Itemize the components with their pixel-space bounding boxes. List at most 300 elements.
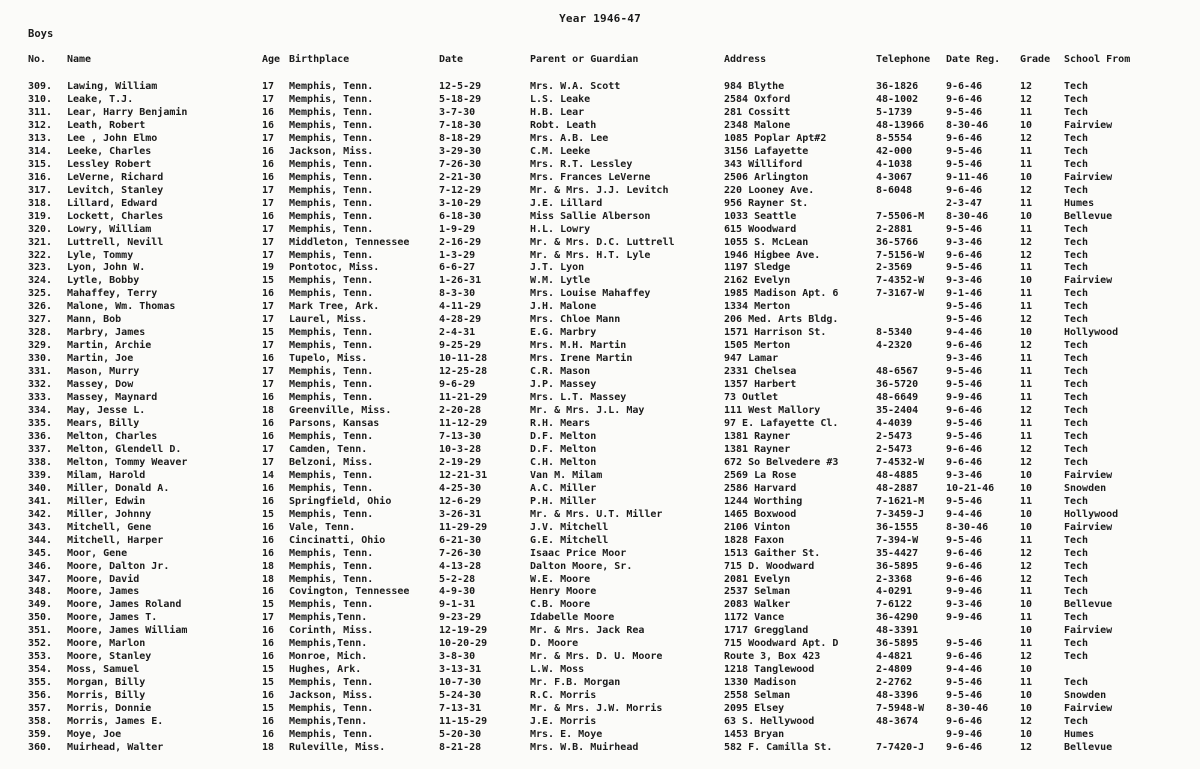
student-age: 16: [262, 171, 275, 183]
student-telephone: 48-3674: [876, 716, 919, 727]
student-birthplace: Memphis, Tenn.: [289, 210, 374, 222]
parent-guardian: C.H. Melton: [530, 456, 597, 468]
student-name: Moore, James Roland: [67, 599, 182, 611]
student-grade: 11: [1020, 495, 1033, 507]
school-from: Tech: [1064, 638, 1089, 650]
table-row: [0, 197, 1200, 210]
school-from: Tech: [1064, 547, 1089, 559]
student-birthplace: Camden, Tenn.: [289, 443, 368, 455]
student-address: 2569 La Rose: [724, 469, 797, 481]
header-name: Name: [67, 54, 92, 65]
parent-guardian: H.L. Lowry: [530, 223, 591, 235]
student-age: 18: [262, 405, 275, 416]
date-registered: 9-5-46: [946, 430, 983, 442]
student-birthplace: Memphis, Tenn.: [289, 469, 374, 481]
school-from: Tech: [1064, 456, 1089, 468]
student-name: Moore, Stanley: [67, 651, 152, 663]
table-row: [0, 287, 1200, 300]
student-age: 18: [262, 742, 275, 753]
row-number: 318.: [28, 197, 53, 209]
student-grade: 11: [1020, 158, 1033, 170]
table-row: [0, 598, 1200, 611]
student-name: Moss, Samuel: [67, 664, 140, 676]
date-registered: 8-30-46: [946, 521, 989, 533]
row-number: 325.: [28, 288, 53, 300]
student-grade: 12: [1020, 184, 1033, 196]
student-name: Lessley Robert: [67, 158, 152, 170]
student-birthplace: Memphis, Tenn.: [289, 94, 374, 105]
date-registered: 9-6-46: [946, 249, 983, 261]
student-birth-date: 7-13-31: [439, 703, 482, 715]
row-number: 336.: [28, 430, 53, 442]
student-address: 63 S. Hellywood: [724, 716, 815, 727]
student-birth-date: 10-20-29: [439, 638, 488, 650]
date-registered: 9-4-46: [946, 664, 983, 676]
date-registered: 8-30-46: [946, 119, 989, 131]
student-name: Moore, Marlon: [67, 638, 146, 650]
table-row: [0, 573, 1200, 586]
date-registered: 9-3-46: [946, 469, 983, 481]
student-telephone: 4-1038: [876, 158, 913, 170]
student-birth-date: 10-11-28: [439, 353, 488, 365]
table-row: [0, 210, 1200, 223]
date-registered: 9-9-46: [946, 392, 983, 403]
student-address: 1055 S. McLean: [724, 236, 809, 248]
date-registered: 9-5-46: [946, 418, 983, 429]
student-name: Mason, Murry: [67, 366, 140, 378]
parent-guardian: J.E. Morris: [530, 716, 597, 727]
parent-guardian: Mrs. W.B. Muirhead: [530, 742, 639, 753]
student-birth-date: 9-6-29: [439, 379, 476, 391]
table-row: [0, 676, 1200, 689]
row-number: 339.: [28, 469, 53, 481]
student-birthplace: Memphis, Tenn.: [289, 560, 374, 572]
parent-guardian: J.T. Lyon: [530, 262, 585, 274]
student-grade: 11: [1020, 612, 1033, 624]
school-from: Tech: [1064, 223, 1089, 235]
row-number: 314.: [28, 145, 53, 157]
row-number: 342.: [28, 508, 53, 520]
student-age: 17: [262, 443, 275, 455]
parent-guardian: C.B. Moore: [530, 599, 591, 611]
date-registered: 9-1-46: [946, 288, 983, 300]
student-birthplace: Cincinatti, Ohio: [289, 534, 386, 546]
student-name: Miller, Donald A.: [67, 482, 170, 494]
student-birthplace: Middleton, Tennessee: [289, 236, 410, 248]
student-birth-date: 7-18-30: [439, 119, 482, 131]
student-birth-date: 3-10-29: [439, 197, 482, 209]
student-address: 97 E. Lafayette Cl.: [724, 418, 839, 429]
row-number: 345.: [28, 547, 53, 559]
student-name: Leake, T.J.: [67, 94, 134, 105]
student-address: 1085 Poplar Apt#2: [724, 132, 827, 144]
student-telephone: 4-3067: [876, 171, 913, 183]
student-telephone: 4-4821: [876, 651, 913, 663]
student-age: 18: [262, 573, 275, 585]
school-from: Humes: [1064, 729, 1095, 740]
header-age: Age: [262, 54, 281, 65]
date-registered: 9-5-46: [946, 145, 983, 157]
student-address: 956 Rayner St.: [724, 197, 809, 209]
student-birthplace: Corinth, Miss.: [289, 625, 374, 637]
student-birth-date: 3-29-30: [439, 145, 482, 157]
parent-guardian: Mrs. E. Moye: [530, 729, 603, 740]
school-from: Tech: [1064, 81, 1089, 92]
student-grade: 12: [1020, 236, 1033, 248]
row-number: 319.: [28, 210, 53, 222]
date-registered: 9-6-46: [946, 573, 983, 585]
student-birth-date: 6-21-30: [439, 534, 482, 546]
student-birth-date: 3-8-30: [439, 651, 476, 663]
student-birth-date: 12-21-31: [439, 469, 488, 481]
table-row: [0, 352, 1200, 365]
student-telephone: 36-5766: [876, 236, 919, 248]
student-name: Levitch, Stanley: [67, 184, 164, 196]
student-grade: 11: [1020, 534, 1033, 546]
student-birth-date: 1-26-31: [439, 275, 482, 287]
student-birth-date: 10-3-28: [439, 443, 482, 455]
student-name: Martin, Archie: [67, 340, 152, 352]
date-registered: 9-5-46: [946, 366, 983, 378]
header-address: Address: [724, 54, 767, 65]
student-address: 343 Williford: [724, 158, 803, 170]
date-registered: 9-6-46: [946, 81, 983, 92]
student-birthplace: Memphis, Tenn.: [289, 392, 374, 403]
student-grade: 10: [1020, 119, 1033, 131]
student-telephone: 7-3459-J: [876, 508, 925, 520]
student-birth-date: 12-5-29: [439, 81, 482, 92]
student-birthplace: Memphis, Tenn.: [289, 599, 374, 611]
parent-guardian: Mr. & Mrs. J.W. Morris: [530, 703, 663, 715]
student-birthplace: Parsons, Kansas: [289, 418, 380, 429]
student-grade: 11: [1020, 379, 1033, 391]
school-from: Tech: [1064, 379, 1089, 391]
student-telephone: 2-3569: [876, 262, 913, 274]
date-registered: 9-5-46: [946, 534, 983, 546]
student-grade: 10: [1020, 625, 1033, 637]
student-grade: 11: [1020, 430, 1033, 442]
student-birthplace: Mark Tree, Ark.: [289, 301, 380, 313]
student-birthplace: Memphis, Tenn.: [289, 508, 374, 520]
school-from: Tech: [1064, 573, 1089, 585]
row-number: 360.: [28, 742, 53, 753]
parent-guardian: C.M. Leeke: [530, 145, 591, 157]
student-grade: 12: [1020, 456, 1033, 468]
table-row: [0, 300, 1200, 313]
student-birth-date: 12-6-29: [439, 495, 482, 507]
student-birthplace: Memphis, Tenn.: [289, 119, 374, 131]
school-from: Snowden: [1064, 690, 1107, 702]
header-date: Date: [439, 54, 464, 65]
school-from: Humes: [1064, 197, 1095, 209]
row-number: 316.: [28, 171, 53, 183]
column-header-row: [0, 53, 1200, 66]
parent-guardian: E.G. Marbry: [530, 327, 597, 339]
row-number: 350.: [28, 612, 53, 624]
date-registered: 2-3-47: [946, 197, 983, 209]
student-birth-date: 7-12-29: [439, 184, 482, 196]
student-address: 281 Cossitt: [724, 106, 791, 118]
student-birth-date: 5-18-29: [439, 94, 482, 105]
student-birth-date: 11-21-29: [439, 392, 488, 403]
table-row: [0, 430, 1200, 443]
row-number: 334.: [28, 405, 53, 416]
school-from: Tech: [1064, 314, 1089, 326]
student-telephone: 7-394-W: [876, 534, 919, 546]
student-birthplace: Greenville, Miss.: [289, 405, 392, 416]
student-name: Mears, Billy: [67, 418, 140, 429]
student-age: 17: [262, 249, 275, 261]
school-from: Fairview: [1064, 119, 1113, 131]
school-from: Tech: [1064, 301, 1089, 313]
student-address: 1571 Harrison St.: [724, 327, 827, 339]
student-birthplace: Monroe, Mich.: [289, 651, 368, 663]
row-number: 320.: [28, 223, 53, 235]
student-birth-date: 2-4-31: [439, 327, 476, 339]
student-name: Lawing, William: [67, 81, 158, 92]
student-birth-date: 4-9-30: [439, 586, 476, 598]
student-address: 582 F. Camilla St.: [724, 742, 833, 753]
student-address: 2083 Walker: [724, 599, 791, 611]
parent-guardian: J.E. Lillard: [530, 197, 603, 209]
parent-guardian: Dalton Moore, Sr.: [530, 560, 633, 572]
student-birth-date: 5-2-28: [439, 573, 476, 585]
table-row: [0, 495, 1200, 508]
student-grade: 10: [1020, 210, 1033, 222]
student-telephone: 48-13966: [876, 119, 925, 131]
parent-guardian: Mr. & Mrs. D.C. Luttrell: [530, 236, 675, 248]
date-registered: 9-6-46: [946, 340, 983, 352]
student-name: Moor, Gene: [67, 547, 128, 559]
table-row: [0, 443, 1200, 456]
student-address: 672 So Belvedere #3: [724, 456, 839, 468]
table-row: [0, 482, 1200, 495]
student-birth-date: 4-13-28: [439, 560, 482, 572]
row-number: 321.: [28, 236, 53, 248]
student-address: 220 Looney Ave.: [724, 184, 815, 196]
date-registered: 9-5-46: [946, 301, 983, 313]
student-address: 1717 Greggland: [724, 625, 809, 637]
parent-guardian: D.F. Melton: [530, 443, 597, 455]
student-address: 1505 Merton: [724, 340, 791, 352]
row-number: 343.: [28, 521, 53, 533]
date-registered: 8-30-46: [946, 703, 989, 715]
student-birthplace: Laurel, Miss.: [289, 314, 368, 326]
table-row: [0, 249, 1200, 262]
student-grade: 10: [1020, 469, 1033, 481]
student-age: 15: [262, 327, 275, 339]
student-name: Moye, Joe: [67, 729, 122, 740]
parent-guardian: J.P. Massey: [530, 379, 597, 391]
student-birth-date: 11-15-29: [439, 716, 488, 727]
student-age: 17: [262, 132, 275, 144]
date-registered: 9-3-46: [946, 236, 983, 248]
row-number: 310.: [28, 94, 53, 105]
row-number: 317.: [28, 184, 53, 196]
student-telephone: 36-5720: [876, 379, 919, 391]
student-grade: 12: [1020, 443, 1033, 455]
student-birth-date: 3-13-31: [439, 664, 482, 676]
parent-guardian: Mrs. M.H. Martin: [530, 340, 627, 352]
student-grade: 10: [1020, 508, 1033, 520]
school-from: Fairview: [1064, 275, 1113, 287]
parent-guardian: C.R. Mason: [530, 366, 591, 378]
student-name: Mitchell, Harper: [67, 534, 164, 546]
table-row: [0, 274, 1200, 287]
student-address: 1357 Harbert: [724, 379, 797, 391]
table-row: [0, 365, 1200, 378]
date-registered: 9-4-46: [946, 508, 983, 520]
header-no: No.: [28, 54, 47, 65]
student-grade: 10: [1020, 599, 1033, 611]
student-address: 1330 Madison: [724, 677, 797, 689]
student-telephone: 2-4809: [876, 664, 913, 676]
parent-guardian: R.H. Mears: [530, 418, 591, 429]
header-parent: Parent or Guardian: [530, 54, 639, 65]
date-registered: 9-6-46: [946, 560, 983, 572]
student-telephone: 36-4290: [876, 612, 919, 624]
student-age: 16: [262, 418, 275, 429]
school-from: Snowden: [1064, 482, 1107, 494]
parent-guardian: Mrs. L.T. Massey: [530, 392, 627, 403]
row-number: 315.: [28, 158, 53, 170]
table-row: [0, 650, 1200, 663]
row-number: 340.: [28, 482, 53, 494]
parent-guardian: Miss Sallie Alberson: [530, 210, 651, 222]
parent-guardian: Mr. & Mrs. Jack Rea: [530, 625, 645, 637]
student-age: 16: [262, 145, 275, 157]
student-birthplace: Memphis, Tenn.: [289, 573, 374, 585]
date-registered: 9-5-46: [946, 223, 983, 235]
student-grade: 12: [1020, 716, 1033, 727]
student-age: 16: [262, 625, 275, 637]
row-number: 355.: [28, 677, 53, 689]
student-grade: 10: [1020, 664, 1033, 676]
parent-guardian: Mrs. W.A. Scott: [530, 81, 621, 92]
student-name: Melton, Charles: [67, 430, 158, 442]
student-telephone: 4-4039: [876, 418, 913, 429]
date-registered: 9-9-46: [946, 586, 983, 598]
parent-guardian: D.F. Melton: [530, 430, 597, 442]
student-grade: 10: [1020, 171, 1033, 183]
header-telephone: Telephone: [876, 54, 931, 65]
student-age: 15: [262, 703, 275, 715]
date-registered: 9-5-46: [946, 677, 983, 689]
student-birth-date: 9-25-29: [439, 340, 482, 352]
parent-guardian: L.S. Leake: [530, 94, 591, 105]
student-name: Lytle, Bobby: [67, 275, 140, 287]
student-address: 1197 Sledge: [724, 262, 791, 274]
student-telephone: 48-6649: [876, 392, 919, 403]
date-registered: 9-9-46: [946, 612, 983, 624]
row-number: 346.: [28, 560, 53, 572]
row-number: 326.: [28, 301, 53, 313]
school-from: Tech: [1064, 430, 1089, 442]
date-registered: 9-6-46: [946, 547, 983, 559]
student-name: May, Jesse L.: [67, 405, 146, 416]
student-birth-date: 2-21-30: [439, 171, 482, 183]
school-from: Tech: [1064, 716, 1089, 727]
row-number: 323.: [28, 262, 53, 274]
student-age: 16: [262, 392, 275, 403]
student-telephone: 35-2404: [876, 405, 919, 416]
student-age: 16: [262, 106, 275, 118]
school-from: Tech: [1064, 288, 1089, 300]
student-grade: 10: [1020, 275, 1033, 287]
row-number: 324.: [28, 275, 53, 287]
student-name: Mann, Bob: [67, 314, 122, 326]
parent-guardian: Van M. Milam: [530, 469, 603, 481]
parent-guardian: Mr. & Mrs. D. U. Moore: [530, 651, 663, 663]
student-telephone: 7-5948-W: [876, 703, 925, 715]
student-telephone: 4-2320: [876, 340, 913, 352]
student-age: 17: [262, 612, 275, 624]
student-name: Morris, Billy: [67, 690, 146, 702]
student-telephone: 7-5156-W: [876, 249, 925, 261]
student-age: 16: [262, 495, 275, 507]
parent-guardian: Mrs. Chloe Mann: [530, 314, 621, 326]
student-birth-date: 6-18-30: [439, 210, 482, 222]
row-number: 357.: [28, 703, 53, 715]
student-telephone: 8-5554: [876, 132, 913, 144]
school-from: Tech: [1064, 249, 1089, 261]
parent-guardian: Idabelle Moore: [530, 612, 615, 624]
student-address: 1985 Madison Apt. 6: [724, 288, 839, 300]
student-address: 984 Blythe: [724, 81, 785, 92]
table-row: [0, 417, 1200, 430]
school-from: Tech: [1064, 236, 1089, 248]
row-number: 348.: [28, 586, 53, 598]
student-grade: 12: [1020, 573, 1033, 585]
school-from: Tech: [1064, 677, 1089, 689]
row-number: 330.: [28, 353, 53, 365]
row-number: 358.: [28, 716, 53, 727]
table-row: [0, 236, 1200, 249]
student-age: 16: [262, 353, 275, 365]
student-name: Massey, Maynard: [67, 392, 158, 403]
row-number: 309.: [28, 81, 53, 92]
school-from: Tech: [1064, 443, 1089, 455]
student-age: 17: [262, 184, 275, 196]
row-number: 333.: [28, 392, 53, 403]
section-label: Boys: [28, 28, 54, 40]
table-row: [0, 339, 1200, 352]
student-birth-date: 9-23-29: [439, 612, 482, 624]
student-birthplace: Memphis, Tenn.: [289, 340, 374, 352]
row-number: 329.: [28, 340, 53, 352]
student-telephone: 48-1002: [876, 94, 919, 105]
school-from: Bellevue: [1064, 210, 1113, 222]
student-grade: 10: [1020, 521, 1033, 533]
row-number: 338.: [28, 456, 53, 468]
student-name: Leath, Robert: [67, 119, 146, 131]
student-telephone: 5-1739: [876, 106, 913, 118]
table-row: [0, 404, 1200, 417]
table-row: [0, 508, 1200, 521]
school-from: Fairview: [1064, 521, 1113, 533]
student-address: 2584 Oxford: [724, 94, 791, 105]
student-age: 16: [262, 158, 275, 170]
row-number: 352.: [28, 638, 53, 650]
student-age: 16: [262, 586, 275, 598]
student-address: 1172 Vance: [724, 612, 785, 624]
student-birth-date: 7-26-30: [439, 547, 482, 559]
student-age: 15: [262, 275, 275, 287]
student-name: Lee , John Elmo: [67, 132, 158, 144]
school-from: Bellevue: [1064, 742, 1113, 753]
date-registered: 9-5-46: [946, 262, 983, 274]
student-name: Muirhead, Walter: [67, 742, 164, 753]
